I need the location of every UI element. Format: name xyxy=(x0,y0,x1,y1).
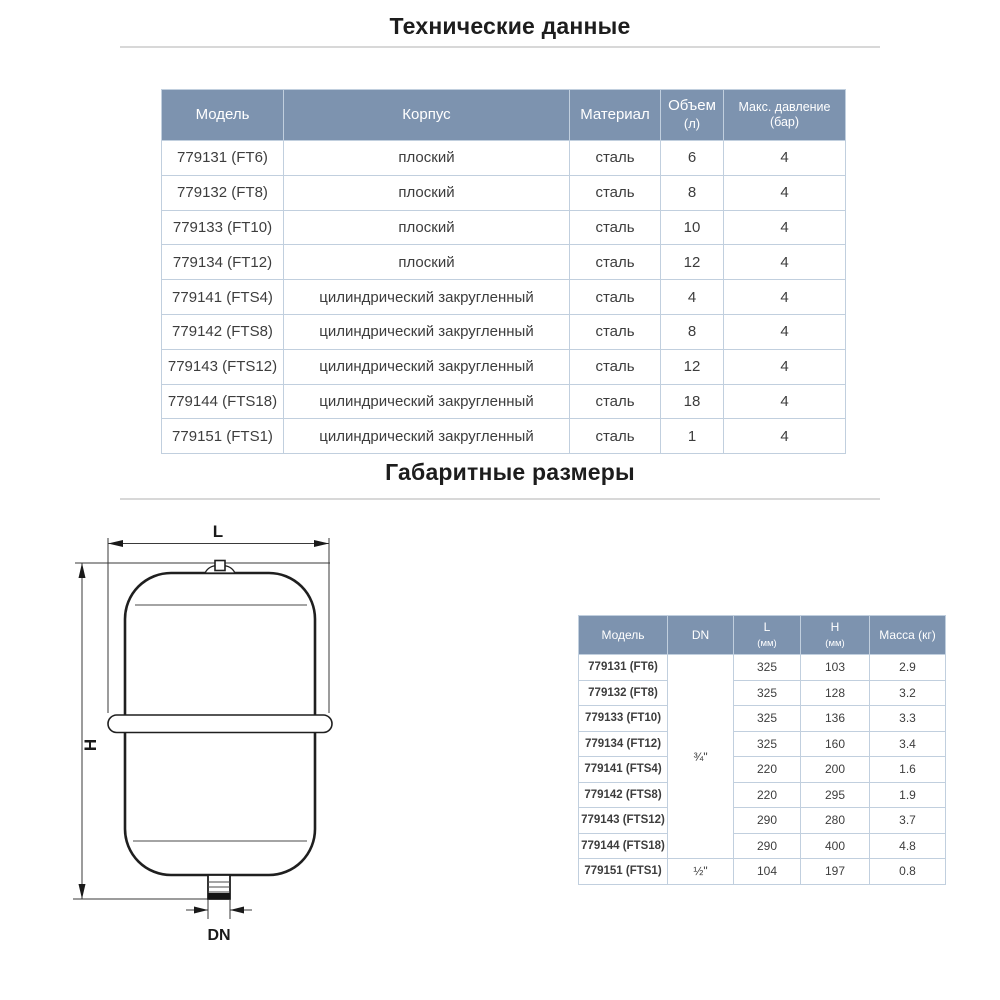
cell-model: 779144 (FTS18) xyxy=(162,384,284,419)
cell-l: 290 xyxy=(734,833,801,859)
col-header-body: Корпус xyxy=(284,90,570,141)
cell-model: 779151 (FTS1) xyxy=(162,419,284,454)
cell-dn-shared: ¾" xyxy=(668,655,734,859)
col-header-mass: Масса (кг) xyxy=(870,616,946,655)
h-arrow-bottom xyxy=(79,884,86,899)
cell-model: 779143 (FTS12) xyxy=(162,349,284,384)
cell-h: 200 xyxy=(801,757,870,783)
col-header-pressure xyxy=(724,90,846,141)
table-row xyxy=(579,808,946,834)
cell-material: сталь xyxy=(570,245,661,280)
dimensions-table xyxy=(578,615,946,885)
cell-volume: 10 xyxy=(661,210,724,245)
cell-volume: 1 xyxy=(661,419,724,454)
col-header-h xyxy=(801,616,870,655)
col-header-pressure-line1: Макс. давление xyxy=(738,100,831,114)
cell-model: 779151 (FTS1) xyxy=(579,859,668,885)
cell-volume: 18 xyxy=(661,384,724,419)
col-header-model: Модель xyxy=(579,616,668,655)
dn-arrow-right xyxy=(230,907,244,914)
cell-body: цилиндрический закругленный xyxy=(284,384,570,419)
col-header-h-line1: H xyxy=(830,620,840,634)
cell-model: 779134 (FT12) xyxy=(579,731,668,757)
table-row xyxy=(162,280,846,315)
cell-body: цилиндрический закругленный xyxy=(284,280,570,315)
divider-line xyxy=(120,46,880,48)
cell-material: сталь xyxy=(570,141,661,176)
l-arrow-right xyxy=(314,540,329,547)
section-title-technical-data: Технические данные xyxy=(389,13,631,39)
col-header-l-line1: L xyxy=(763,620,771,634)
col-header-dn: DN xyxy=(668,616,734,655)
cell-volume: 4 xyxy=(661,280,724,315)
cell-body: плоский xyxy=(284,245,570,280)
cell-pressure: 4 xyxy=(724,141,846,176)
table-row xyxy=(162,349,846,384)
cell-model: 779131 (FT6) xyxy=(579,655,668,681)
cell-volume: 12 xyxy=(661,245,724,280)
cell-material: сталь xyxy=(570,419,661,454)
table-row xyxy=(162,245,846,280)
cell-h: 160 xyxy=(801,731,870,757)
dimension-label-h: H xyxy=(81,738,100,752)
cell-pressure: 4 xyxy=(724,245,846,280)
cell-material: сталь xyxy=(570,314,661,349)
cell-l: 325 xyxy=(734,731,801,757)
cell-l: 290 xyxy=(734,808,801,834)
col-header-pressure-line2: (бар) xyxy=(769,115,800,129)
divider-line xyxy=(120,498,880,500)
technical-data-table xyxy=(161,89,846,454)
dn-arrow-left xyxy=(194,907,208,914)
cell-l: 104 xyxy=(734,859,801,885)
cell-body: цилиндрический закругленный xyxy=(284,314,570,349)
cell-model: 779143 (FTS12) xyxy=(579,808,668,834)
cell-pressure: 4 xyxy=(724,280,846,315)
air-valve-cap xyxy=(215,561,225,571)
col-header-volume xyxy=(661,90,724,141)
cell-mass: 4.8 xyxy=(870,833,946,859)
header-row xyxy=(162,90,846,141)
table-row xyxy=(162,141,846,176)
col-header-l-line2: (мм) xyxy=(757,638,777,649)
connector-collar xyxy=(208,893,230,899)
cell-mass: 0.8 xyxy=(870,859,946,885)
cell-body: цилиндрический закругленный xyxy=(284,419,570,454)
cell-h: 400 xyxy=(801,833,870,859)
cell-model: 779133 (FT10) xyxy=(162,210,284,245)
cell-body: цилиндрический закругленный xyxy=(284,349,570,384)
header-row xyxy=(579,616,946,655)
col-header-h-line2: (мм) xyxy=(825,638,845,649)
cell-material: сталь xyxy=(570,384,661,419)
cell-body: плоский xyxy=(284,141,570,176)
cell-mass: 3.3 xyxy=(870,706,946,732)
l-arrow-left xyxy=(108,540,123,547)
cell-model: 779144 (FTS18) xyxy=(579,833,668,859)
cell-model: 779142 (FTS8) xyxy=(579,782,668,808)
cell-pressure: 4 xyxy=(724,210,846,245)
cell-pressure: 4 xyxy=(724,314,846,349)
h-arrow-top xyxy=(79,563,86,578)
cell-model: 779133 (FT10) xyxy=(579,706,668,732)
cell-l: 220 xyxy=(734,757,801,783)
cell-mass: 3.2 xyxy=(870,680,946,706)
table-row xyxy=(579,859,946,885)
cell-mass: 3.7 xyxy=(870,808,946,834)
cell-model: 779141 (FTS4) xyxy=(579,757,668,783)
cell-material: сталь xyxy=(570,210,661,245)
cell-body: плоский xyxy=(284,175,570,210)
section-title-overall-dimensions: Габаритные размеры xyxy=(385,459,635,485)
cell-h: 280 xyxy=(801,808,870,834)
col-header-volume-line2: (л) xyxy=(683,116,701,131)
cell-model: 779132 (FT8) xyxy=(579,680,668,706)
table-row xyxy=(162,384,846,419)
cell-pressure: 4 xyxy=(724,175,846,210)
cell-body: плоский xyxy=(284,210,570,245)
cell-model: 779141 (FTS4) xyxy=(162,280,284,315)
table-row xyxy=(579,706,946,732)
table-row xyxy=(579,731,946,757)
dimension-label-dn: DN xyxy=(207,927,231,944)
cell-volume: 8 xyxy=(661,175,724,210)
table-row xyxy=(162,210,846,245)
table-row xyxy=(579,833,946,859)
cell-mass: 1.6 xyxy=(870,757,946,783)
table-row xyxy=(579,655,946,681)
cell-volume: 12 xyxy=(661,349,724,384)
cell-model: 779132 (FT8) xyxy=(162,175,284,210)
cell-h: 128 xyxy=(801,680,870,706)
table-row xyxy=(579,782,946,808)
cell-mass: 1.9 xyxy=(870,782,946,808)
col-header-material: Материал xyxy=(570,90,661,141)
cell-l: 325 xyxy=(734,655,801,681)
tank-dimension-drawing xyxy=(58,513,350,958)
cell-model: 779142 (FTS8) xyxy=(162,314,284,349)
cell-pressure: 4 xyxy=(724,419,846,454)
col-header-model: Модель xyxy=(162,90,284,141)
cell-material: сталь xyxy=(570,175,661,210)
cell-h: 197 xyxy=(801,859,870,885)
dimension-label-l: L xyxy=(212,522,224,541)
cell-material: сталь xyxy=(570,280,661,315)
cell-dn-last: ½" xyxy=(668,859,734,885)
cell-material: сталь xyxy=(570,349,661,384)
cell-h: 136 xyxy=(801,706,870,732)
table-row xyxy=(579,680,946,706)
col-header-l xyxy=(734,616,801,655)
cell-l: 325 xyxy=(734,680,801,706)
cell-pressure: 4 xyxy=(724,349,846,384)
col-header-volume-line1: Объем xyxy=(668,97,716,114)
cell-pressure: 4 xyxy=(724,384,846,419)
cell-volume: 6 xyxy=(661,141,724,176)
table-row xyxy=(579,757,946,783)
cell-volume: 8 xyxy=(661,314,724,349)
cell-model: 779131 (FT6) xyxy=(162,141,284,176)
table-row xyxy=(162,314,846,349)
cell-h: 103 xyxy=(801,655,870,681)
cell-mass: 3.4 xyxy=(870,731,946,757)
cell-l: 220 xyxy=(734,782,801,808)
cell-l: 325 xyxy=(734,706,801,732)
cell-mass: 2.9 xyxy=(870,655,946,681)
cell-h: 295 xyxy=(801,782,870,808)
mounting-band xyxy=(108,715,332,733)
table-row xyxy=(162,175,846,210)
table-row xyxy=(162,419,846,454)
cell-model: 779134 (FT12) xyxy=(162,245,284,280)
